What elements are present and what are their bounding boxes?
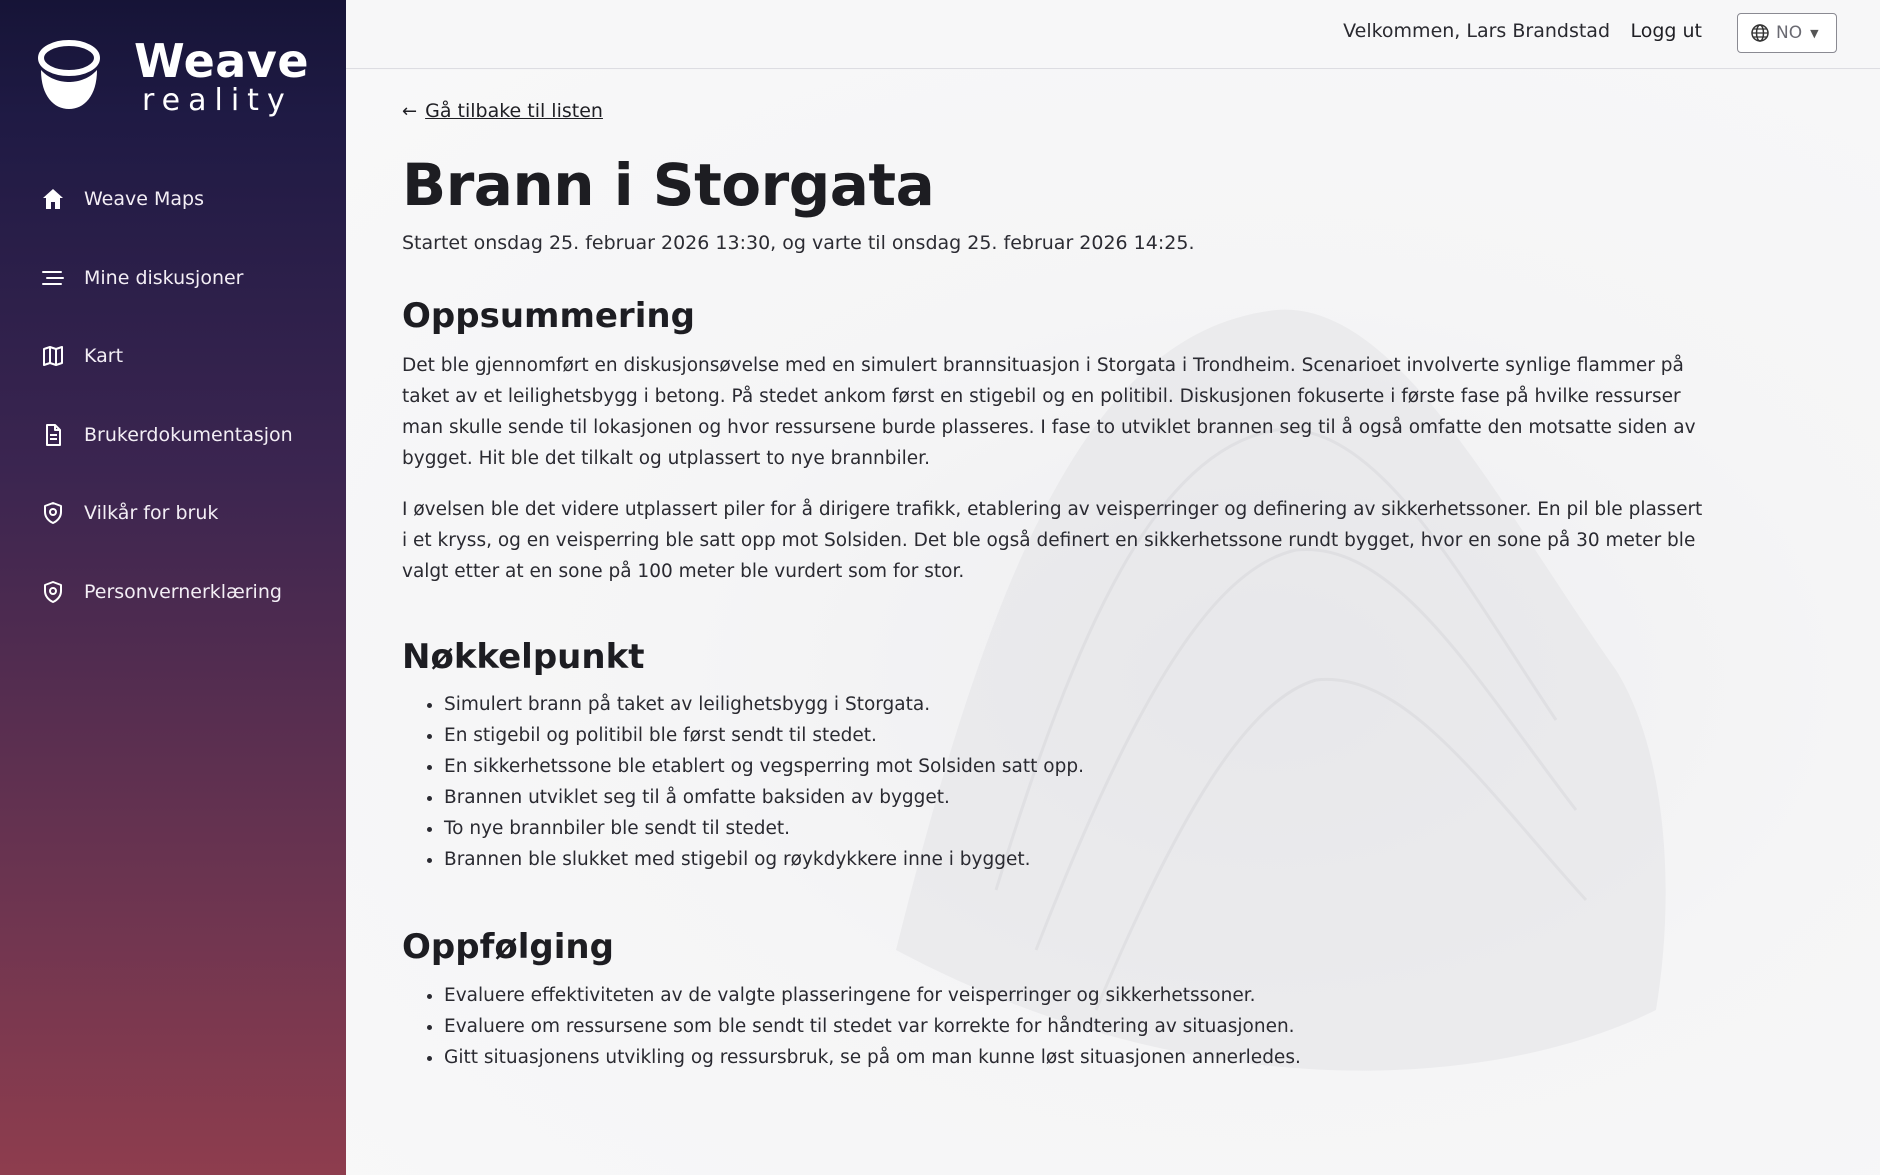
sidebar-nav: [0, 160, 346, 631]
sidebar: [0, 0, 346, 1175]
summary-paragraph: I øvelsen ble det videre utplassert piler for å dirigere trafikk, etablering av veisperringer og definering av sikkerhetssoner. En pil ble plassert i et kryss, og en veisperring ble satt opp mot Solsiden. Det ble også definert en sikkerhetssone rundt bygget, hvor en sone på 30 meter ble valgt etter at en sone på 100 meter ble vurdert som for stor.: [402, 498, 1703, 582]
sidebar-item-brukerdokumentasjon[interactable]: [0, 396, 346, 475]
list-item: • Evaluere om ressursene som ble sendt til stedet var korrekte for håndtering av situasjonen.: [444, 1011, 1712, 1042]
keypoints-heading: Nøkkelpunkt: [402, 636, 645, 677]
discussion-detail: [402, 94, 1712, 1073]
sidebar-item-mine-diskusjoner[interactable]: [0, 239, 346, 318]
language-select[interactable]: [1737, 13, 1837, 53]
list-item: • Gitt situasjonens utvikling og ressursbruk, se på om man kunne løst situasjonen annerledes.: [444, 1042, 1712, 1073]
list-item: • Evaluere effektiviteten av de valgte plasseringene for veisperringer og sikkerhetssoner.: [444, 980, 1712, 1011]
brand-name: Weave: [134, 34, 310, 88]
list-item: • Brannen ble slukket med stigebil og røykdykkere inne i bygget.: [444, 844, 1712, 875]
sidebar-item-personvernerklaering[interactable]: [0, 553, 346, 632]
session-dates: Startet onsdag 25. februar 2026 13:30, og varte til onsdag 25. februar 2026 14:25.: [402, 231, 1195, 254]
language-value: NO: [1776, 23, 1803, 43]
summary-heading: Oppsummering: [402, 295, 695, 336]
caret-down-icon: ▼: [1810, 26, 1819, 40]
list-item: • Brannen utviklet seg til å omfatte baksiden av bygget.: [444, 782, 1712, 813]
followup-heading: Oppfølging: [402, 927, 614, 968]
sidebar-item-weave-maps[interactable]: [0, 160, 346, 239]
main-content: [346, 70, 1880, 1175]
shield-icon: [40, 500, 66, 526]
sidebar-item-label: Vilkår for bruk: [84, 502, 219, 525]
followup-list: [402, 980, 1712, 1073]
shield-icon: [40, 579, 66, 605]
back-link[interactable]: [402, 94, 1712, 128]
weave-logo-icon: [36, 36, 102, 116]
arrow-left-icon: ←: [402, 100, 418, 122]
sidebar-item-label: Kart: [84, 345, 124, 368]
top-bar: [346, 0, 1880, 69]
sidebar-item-label: Personvernerklæring: [84, 580, 282, 603]
list-item: • En sikkerhetssone ble etablert og vegsperring mot Solsiden satt opp.: [444, 751, 1712, 782]
sidebar-item-label: Mine diskusjoner: [84, 266, 244, 289]
sidebar-item-label: Weave Maps: [84, 188, 204, 211]
sidebar-item-label: Brukerdokumentasjon: [84, 423, 293, 446]
logout-button[interactable]: Logg ut: [1630, 20, 1702, 42]
list-item: • To nye brannbiler ble sendt til stedet.: [444, 813, 1712, 844]
list-item: • En stigebil og politibil ble først sendt til stedet.: [444, 720, 1712, 751]
back-link-label: Gå tilbake til listen: [425, 100, 603, 122]
page-title: Brann i Storgata: [402, 151, 935, 219]
home-icon: [40, 186, 66, 212]
welcome-text: Velkommen, Lars Brandstad: [1343, 20, 1610, 42]
brand-logo[interactable]: [36, 34, 310, 122]
keypoints-list: [402, 689, 1712, 875]
list-item: • Simulert brann på taket av leilighetsbygg i Storgata.: [444, 689, 1712, 720]
globe-icon: [1750, 23, 1770, 43]
sidebar-item-kart[interactable]: [0, 317, 346, 396]
sidebar-item-vilkar-for-bruk[interactable]: [0, 474, 346, 553]
brand-tagline: reality: [142, 83, 293, 118]
document-icon: [40, 422, 66, 448]
summary-paragraph: Det ble gjennomført en diskusjonsøvelse med en simulert brannsituasjon i Storgata i Trondheim. Scenarioet involverte synlige flammer på taket av et leilighetsbygg i betong. På stedet ankom først en stigebil og en politibil. Diskusjonen fokuserte i første fase på hvilke ressurser man skulle sende til lokasjonen og hvor ressursene burde plasseres. I fase to utviklet brannen seg til å også omfatte den motsatte siden av bygget. Hit ble det tilkalt og utplassert to nye brannbiler.: [402, 354, 1696, 469]
list-icon: [40, 265, 66, 291]
map-icon: [40, 343, 66, 369]
